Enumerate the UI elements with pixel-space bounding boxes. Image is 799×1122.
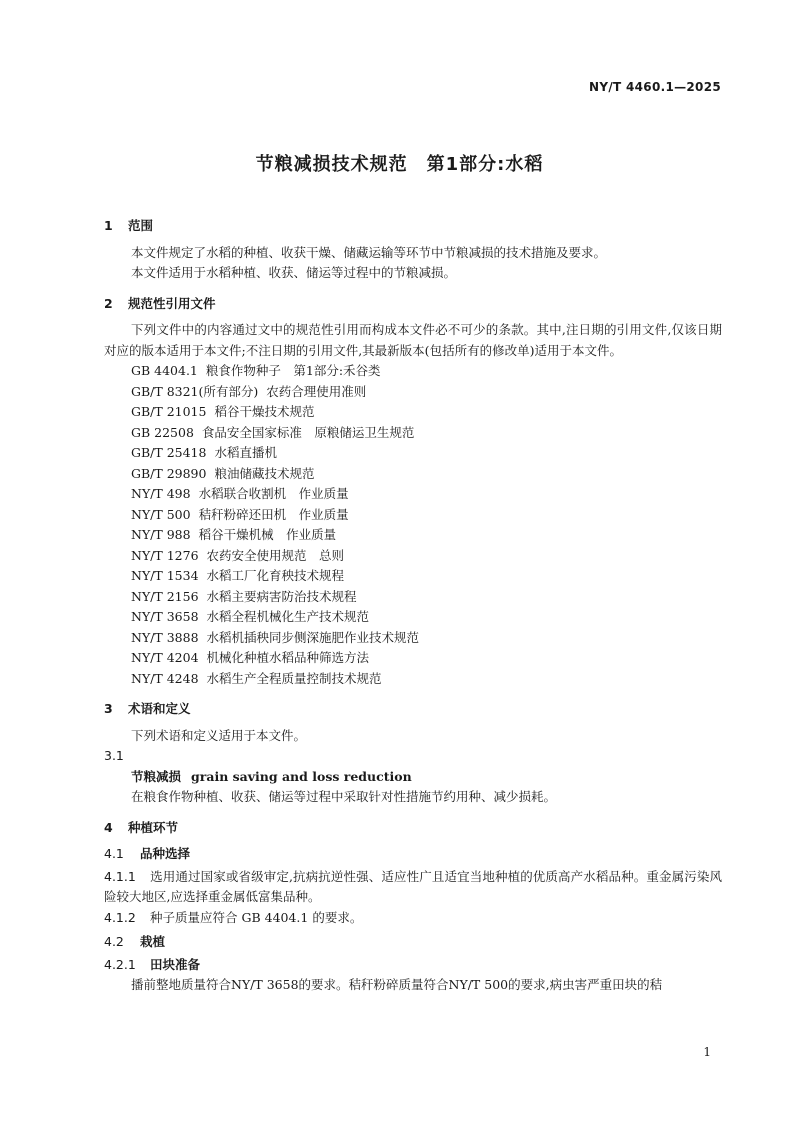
reference-name: 水稻联合收割机 作业质量 (198, 486, 349, 501)
reference-item (104, 484, 722, 505)
section-title: 规范性引用文件 (128, 295, 216, 311)
reference-code: GB/T 29890 (131, 465, 207, 481)
reference-code: GB/T 25418 (131, 445, 207, 460)
reference-item (104, 505, 722, 526)
reference-code: NY/T 2156 (131, 588, 199, 604)
section-title: 种植环节 (128, 819, 179, 835)
reference-name: 粮油储藏技术规范 (214, 465, 315, 481)
reference-item (104, 402, 722, 423)
section-number: 1 (104, 218, 113, 233)
reference-item (104, 607, 722, 628)
reference-name: 水稻直播机 (214, 445, 277, 460)
term-number: 3.1 (104, 748, 124, 763)
subsection-4-1-heading (104, 844, 722, 865)
term-heading (131, 767, 722, 788)
reference-name: 农药安全使用规范 总则 (206, 547, 345, 563)
reference-name: 水稻全程机械化生产技术规范 (206, 609, 370, 624)
subsection-number: 4.1 (104, 846, 124, 861)
subsection-number: 4.2 (104, 934, 124, 949)
reference-name: 食品安全国家标准 原粮储运卫生规范 (201, 424, 415, 440)
reference-code: GB 22508 (131, 424, 194, 440)
reference-item (104, 669, 722, 690)
subsection-title: 品种选择 (140, 846, 191, 861)
reference-code: NY/T 4204 (131, 650, 199, 665)
section-number: 2 (104, 295, 113, 311)
reference-name: 水稻生产全程质量控制技术规范 (206, 670, 382, 686)
reference-code: NY/T 988 (131, 527, 191, 542)
paragraph: 本文件适用于水稻种植、收获、储运等过程中的节粮减损。 (131, 265, 457, 280)
reference-code: NY/T 3888 (131, 629, 199, 645)
reference-name: 水稻机插秧同步侧深施肥作业技术规范 (206, 629, 420, 645)
section-title: 术语和定义 (128, 701, 191, 716)
section-number: 3 (104, 701, 113, 716)
reference-name: 农药合理使用准则 (266, 383, 367, 399)
clause-4-1-1 (104, 867, 722, 908)
clause-4-1-2 (104, 908, 722, 929)
subsection-4-2-heading (104, 932, 722, 953)
reference-item (104, 525, 722, 546)
section-1-heading (104, 216, 722, 237)
reference-code: GB/T 8321(所有部分) (131, 383, 259, 399)
reference-name: 粮食作物种子 第1部分:禾谷类 (205, 363, 381, 378)
clause-number: 4.2.1 (104, 956, 136, 972)
normative-reference-list (104, 361, 722, 689)
reference-code: NY/T 1276 (131, 547, 199, 563)
reference-name: 水稻主要病害防治技术规程 (206, 588, 357, 604)
reference-item (104, 628, 722, 649)
reference-name: 稻谷干燥技术规范 (214, 404, 315, 419)
reference-item (104, 464, 722, 485)
reference-code: NY/T 3658 (131, 609, 199, 624)
reference-name: 稻谷干燥机械 作业质量 (198, 527, 337, 542)
reference-code: GB/T 21015 (131, 404, 207, 419)
clause-number: 4.1.2 (104, 909, 136, 925)
section-3-heading (104, 699, 722, 720)
reference-item (104, 423, 722, 444)
section-title: 范围 (128, 218, 154, 233)
clause-text: 选用通过国家或省级审定,抗病抗逆性强、适应性广且适宜当地种植的优质高产水稻品种。重金属污染风险较大地区,应选择重金属低富集品种。 (104, 868, 722, 904)
reference-code: NY/T 4248 (131, 670, 199, 686)
section-2-heading (104, 294, 722, 315)
reference-item (104, 382, 722, 403)
clause-text: 种子质量应符合 GB 4404.1 的要求。 (150, 909, 363, 925)
reference-item (104, 546, 722, 567)
term-english: grain saving and loss reduction (191, 768, 412, 784)
paragraph: 下列术语和定义适用于本文件。 (131, 727, 307, 743)
section-4-heading (104, 818, 722, 839)
document-title: 节粮减损技术规范 第1部分:水稻 (255, 154, 544, 175)
subsection-title: 栽植 (140, 934, 166, 949)
term-chinese: 节粮减损 (131, 768, 182, 784)
clause-number: 4.1.1 (104, 868, 136, 884)
paragraph: 播前整地质量符合NY/T 3658的要求。秸秆粉碎质量符合NY/T 500的要求,病虫害严重田块的秸 (131, 977, 663, 992)
reference-name: 水稻工厂化育秧技术规程 (206, 568, 345, 583)
reference-name: 秸秆粉碎还田机 作业质量 (198, 506, 349, 522)
reference-name: 机械化种植水稻品种筛选方法 (206, 650, 370, 665)
reference-item (104, 443, 722, 464)
reference-code: NY/T 1534 (131, 568, 199, 583)
term-definition: 在粮食作物种植、收获、储运等过程中采取针对性措施节约用种、减少损耗。 (131, 789, 557, 804)
page-number: 1 (703, 1045, 711, 1059)
section-number: 4 (104, 819, 113, 835)
clause-title: 田块准备 (150, 956, 201, 972)
reference-code: NY/T 498 (131, 486, 191, 501)
reference-item (104, 361, 722, 382)
clause-4-2-1-heading (104, 955, 722, 976)
paragraph: 本文件规定了水稻的种植、收获干燥、储藏运输等环节中节粮减损的技术措施及要求。 (131, 244, 607, 260)
document-body (104, 210, 722, 996)
reference-item (104, 587, 722, 608)
paragraph: 下列文件中的内容通过文中的规范性引用而构成本文件必不可少的条款。其中,注日期的引用文件,仅该日期对应的版本适用于本文件;不注日期的引用文件,其最新版本(包括所有的修改单)适用于本文件。 (104, 322, 722, 358)
reference-code: GB 4404.1 (131, 363, 198, 378)
reference-code: NY/T 500 (131, 506, 191, 522)
reference-item (104, 566, 722, 587)
reference-item (104, 648, 722, 669)
document-code: NY/T 4460.1—2025 (589, 80, 721, 94)
